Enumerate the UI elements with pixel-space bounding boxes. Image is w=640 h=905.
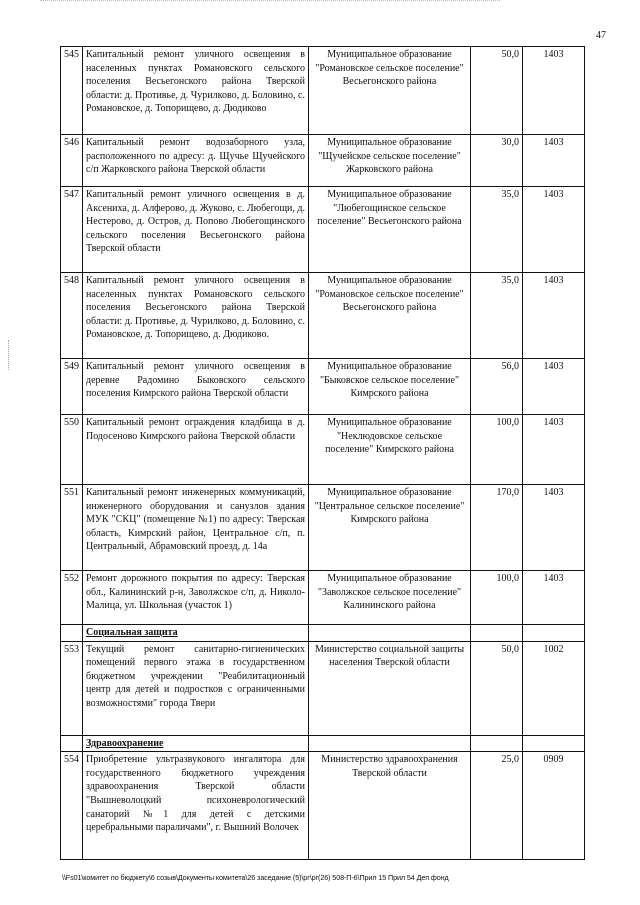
amount-value: 100,0	[471, 415, 523, 485]
section-title: Социальная защита	[83, 625, 309, 642]
row-number: 552	[61, 571, 83, 625]
item-description: Капитальный ремонт инженерных коммуникаций, инженерного оборудования и санузлов здания МУК "СКЦ" (помещение №1) по адресу: Тверская область, Кимрский район, Центральное с/п, п. Центральный, Абрамовский проезд, д. 14а	[83, 485, 309, 571]
section-row	[61, 625, 585, 642]
table-row	[61, 187, 585, 273]
file-path-footer: \\Fs01\комитет по бюджету\6 созыв\Документы комитета\26 заседание (5)\рг\рг(26) 508-П-6\Прил 15 Прил 54 Деп фонд	[62, 873, 449, 882]
budget-code: 1403	[523, 571, 585, 625]
row-number: 549	[61, 359, 83, 415]
budget-code: 1403	[523, 359, 585, 415]
section-blank-cell	[523, 625, 585, 642]
item-description: Текущий ремонт санитарно-гигиенических помещений первого этажа в государственном бюджетном учреждении "Реабилитационный центр для детей и подростков с ограниченными возможностями" города Твери	[83, 641, 309, 735]
row-number: 548	[61, 273, 83, 359]
item-description: Капитальный ремонт уличного освещения в деревне Радомино Быковского сельского поселения Кимрского района Тверской области	[83, 359, 309, 415]
section-num-cell	[61, 735, 83, 752]
table-row	[61, 415, 585, 485]
budget-code: 1403	[523, 135, 585, 187]
recipient-name: Муниципальное образование "Любегощинское сельское поселение" Весьегонского района	[309, 187, 471, 273]
table-row	[61, 752, 585, 860]
item-description: Приобретение ультразвукового ингалятора для государственного бюджетного учреждения здравоохранения Тверской области "Вышневолоцкий психоневрологический санаторий №1 для детей с детскими церебральными параличами", г. Вышний Волочек	[83, 752, 309, 860]
row-number: 553	[61, 641, 83, 735]
amount-value: 25,0	[471, 752, 523, 860]
recipient-name: Муниципальное образование "Центральное сельское поселение" Кимрского района	[309, 485, 471, 571]
table-row	[61, 641, 585, 735]
budget-code: 0909	[523, 752, 585, 860]
table-row	[61, 273, 585, 359]
table-row	[61, 47, 585, 135]
budget-code: 1403	[523, 187, 585, 273]
table-row	[61, 571, 585, 625]
budget-code: 1002	[523, 641, 585, 735]
section-blank-cell	[309, 625, 471, 642]
recipient-name: Муниципальное образование "Романовское сельское поселение" Весьегонского района	[309, 47, 471, 135]
item-description: Капитальный ремонт водозаборного узла, расположенного по адресу: д. Щучье Щучейского с/п Жарковского района Тверской области	[83, 135, 309, 187]
section-blank-cell	[523, 735, 585, 752]
item-description: Капитальный ремонт уличного освещения в населенных пунктах Романовского сельского поселения Весьегонского района Тверской области: д. Противье, д. Чурилково, д. Боловино, с. Романовское, д. Топорищево, д. Дюдиково	[83, 47, 309, 135]
budget-code: 1403	[523, 47, 585, 135]
recipient-name: Муниципальное образование "Неклюдовское сельское поселение" Кимрского района	[309, 415, 471, 485]
row-number: 550	[61, 415, 83, 485]
page-number: 47	[596, 30, 606, 41]
table-row	[61, 359, 585, 415]
recipient-name: Муниципальное образование "Заволжское сельское поселение" Калининского района	[309, 571, 471, 625]
amount-value: 50,0	[471, 641, 523, 735]
item-description: Капитальный ремонт уличного освещения в населенных пунктах Романовского сельского поселения Весьегонского района Тверской области: д. Противье, д. Чурилково, д. Боловино, с. Романовское, д. Топорищево, д. Дюдиково.	[83, 273, 309, 359]
row-number: 547	[61, 187, 83, 273]
recipient-name: Муниципальное образование "Щучейское сельское поселение" Жарковского района	[309, 135, 471, 187]
row-number: 551	[61, 485, 83, 571]
section-row	[61, 735, 585, 752]
amount-value: 100,0	[471, 571, 523, 625]
recipient-name: Министерство социальной защиты населения Тверской области	[309, 641, 471, 735]
amount-value: 170,0	[471, 485, 523, 571]
row-number: 545	[61, 47, 83, 135]
section-num-cell	[61, 625, 83, 642]
section-blank-cell	[471, 625, 523, 642]
budget-code: 1403	[523, 273, 585, 359]
amount-value: 35,0	[471, 273, 523, 359]
scan-artifact-side	[8, 340, 11, 370]
budget-code: 1403	[523, 485, 585, 571]
item-description: Капитальный ремонт ограждения кладбища в д. Подосеново Кимрского района Тверской области	[83, 415, 309, 485]
section-blank-cell	[471, 735, 523, 752]
row-number: 554	[61, 752, 83, 860]
row-number: 546	[61, 135, 83, 187]
amount-value: 30,0	[471, 135, 523, 187]
amount-value: 56,0	[471, 359, 523, 415]
recipient-name: Министерство здравоохранения Тверской области	[309, 752, 471, 860]
amount-value: 35,0	[471, 187, 523, 273]
item-description: Ремонт дорожного покрытия по адресу: Тверская обл., Калининский р-н, Заволжское с/п, д. Николо-Малица, ул. Школьная (участок 1)	[83, 571, 309, 625]
table-row	[61, 135, 585, 187]
item-description: Капитальный ремонт уличного освещения в д. Аксениха, д. Алферово, д. Жуково, с. Любегощи, д. Нестерово, д. Остров, д. Попово Любегощинского сельского поселения Весьегонского района Тверской области	[83, 187, 309, 273]
appropriations-table	[60, 46, 585, 860]
section-blank-cell	[309, 735, 471, 752]
amount-value: 50,0	[471, 47, 523, 135]
recipient-name: Муниципальное образование "Романовское сельское поселение" Весьегонского района	[309, 273, 471, 359]
budget-code: 1403	[523, 415, 585, 485]
scan-artifact-top	[40, 0, 500, 5]
section-title: Здравоохранение	[83, 735, 309, 752]
table-row	[61, 485, 585, 571]
recipient-name: Муниципальное образование "Быковское сельское поселение" Кимрского района	[309, 359, 471, 415]
